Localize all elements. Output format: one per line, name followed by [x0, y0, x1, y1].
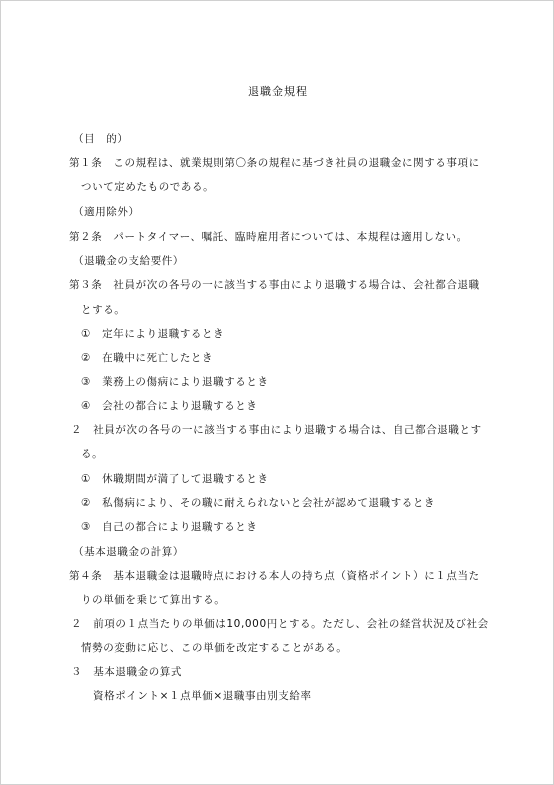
article-line: 第３条 社員が次の各号の一に該当する事由により退職する場合は、会社都合退職 [69, 279, 480, 291]
list-item: ③ 自己の都合により退職するとき [81, 521, 258, 533]
article-line: とする。 [81, 304, 126, 316]
article-line: ２ 社員が次の各号の一に該当する事由により退職する場合は、自己都合退職とす [71, 424, 482, 436]
document-title: 退職金規程 [248, 85, 308, 98]
list-item: ② 在職中に死亡したとき [81, 352, 214, 364]
article-line: る。 [81, 448, 104, 460]
article-line: ついて定めたものである。 [81, 181, 215, 193]
article-line: ３ 基本退職金の算式 [71, 666, 182, 678]
list-item: ① 休職期間が満了して退職するとき [81, 473, 269, 485]
article-line: 情勢の変動に応じ、この単価を改定することがある。 [81, 642, 348, 654]
article-line: ２ 前項の１点当たりの単価は10,000円とする。ただし、会社の経営状況及び社会 [71, 618, 489, 630]
article-line: りの単価を乗じて算出する。 [81, 594, 226, 606]
article-line: 第４条 基本退職金は退職時点における本人の持ち点（資格ポイント）に１点当た [69, 570, 480, 582]
article-line: 第１条 この規程は、就業規則第〇条の規程に基づき社員の退職金に関する事項に [69, 157, 480, 169]
section-heading: （目 的） [73, 133, 129, 145]
list-item: ② 私傷病により、その職に耐えられないと会社が認めて退職するとき [81, 497, 436, 509]
section-heading: （退職金の支給要件） [73, 255, 184, 267]
list-item: ③ 業務上の傷病により退職するとき [81, 376, 269, 388]
list-item: ④ 会社の都合により退職するとき [81, 400, 258, 412]
list-item: ① 定年により退職するとき [81, 328, 225, 340]
section-heading: （適用除外） [73, 206, 140, 218]
section-heading: （基本退職金の計算） [73, 546, 184, 558]
formula-line: 資格ポイント×１点単価×退職事由別支給率 [93, 690, 312, 702]
article-line: 第２条 パートタイマー、嘱託、臨時雇用者については、本規程は適用しない。 [69, 231, 468, 243]
